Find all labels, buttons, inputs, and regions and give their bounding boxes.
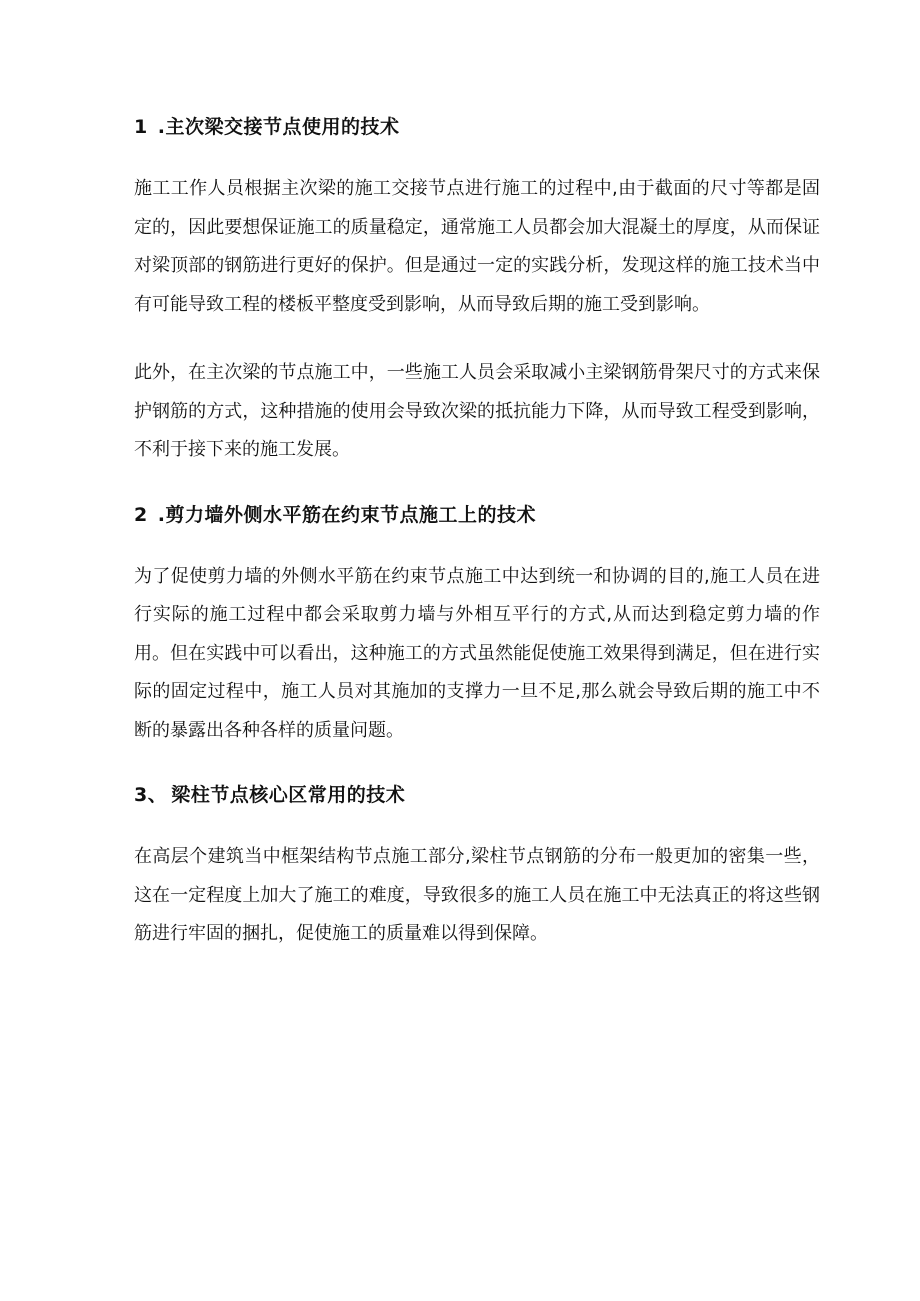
section-3-number: 3、	[134, 784, 168, 806]
section-2-heading	[134, 500, 820, 530]
section-3-title: 梁柱节点核心区常用的技术	[171, 784, 406, 806]
section-3-paragraph-1: 在高层个建筑当中框架结构节点施工部分,梁柱节点钢筋的分布一般更加的密集一些，这在一定程度上加大了施工的难度，导致很多的施工人员在施工中无法真正的将这些钢筋进行牢固的捆扎，促使施工的质量难以得到保障。	[134, 846, 820, 944]
section-1-heading	[134, 112, 820, 142]
section-3-heading	[134, 780, 820, 810]
section-2-title: .剪力墙外侧水平筋在约束节点施工上的技术	[157, 503, 536, 526]
section-2-paragraph-1: 为了促使剪力墙的外侧水平筋在约束节点施工中达到统一和协调的目的,施工人员在进行实际的施工过程中都会采取剪力墙与外相互平行的方式,从而达到稳定剪力墙的作用。但在实践中可以看出，这种施工的方式虽然能促使施工效果得到满足，但在进行实际的固定过程中，施工人员对其施加的支撑力一旦不足,那么就会导致后期的施工中不断的暴露出各种各样的质量问题。	[134, 565, 820, 741]
section-1-paragraph-1: 施工工作人员根据主次梁的施工交接节点进行施工的过程中,由于截面的尺寸等都是固定的，因此要想保证施工的质量稳定，通常施工人员都会加大混凝土的厚度，从而保证对梁顶部的钢筋进行更好的保护。但是通过一定的实践分析，发现这样的施工技术当中有可能导致工程的楼板平整度受到影响，从而导致后期的施工受到影响。	[134, 178, 820, 315]
section-1-number: 1	[134, 116, 148, 138]
section-1-title: .主次梁交接节点使用的技术	[157, 116, 400, 138]
section-2-number: 2	[134, 503, 148, 526]
section-1-paragraph-2: 此外，在主次梁的节点施工中，一些施工人员会采取减小主梁钢筋骨架尺寸的方式来保护钢筋的方式，这种措施的使用会导致次梁的抵抗能力下降，从而导致工程受到影响，不利于接下来的施工发展。	[134, 362, 820, 460]
